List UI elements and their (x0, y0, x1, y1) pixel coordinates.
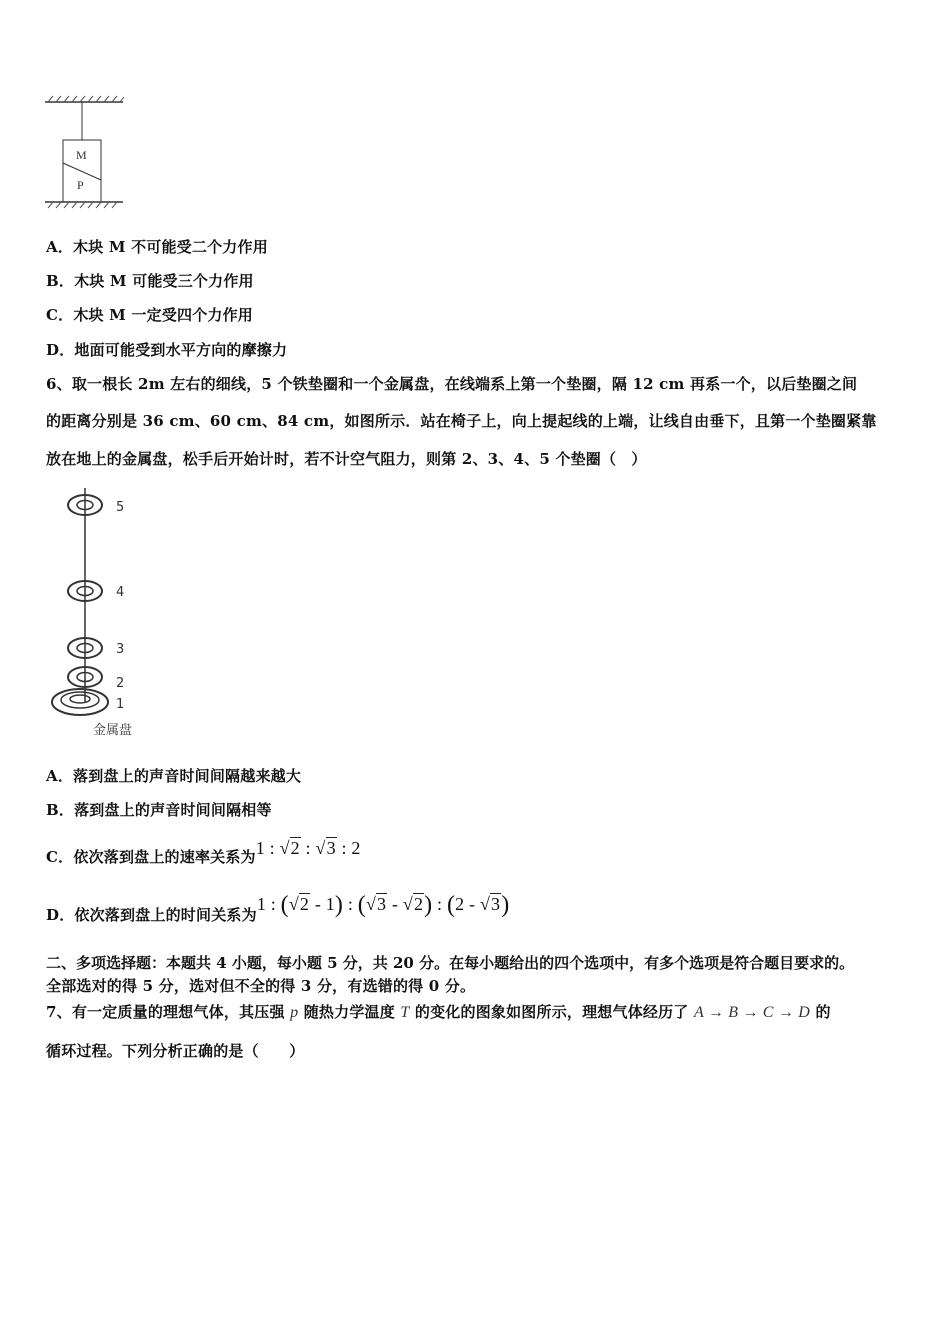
q6-option-c-text: C．依次落到盘上的速率关系为 (46, 848, 256, 866)
q7-stem-line1: 7、有一定质量的理想气体，其压强 p 随热力学温度 T 的变化的图象如图所示，理想气体经历了 A → B → C → D 的 (46, 1003, 831, 1021)
q6-option-c (46, 838, 361, 867)
metal-plate-with-washer-1 (52, 689, 108, 715)
washer-string-figure (48, 486, 158, 742)
washer-label-3: 3 (116, 642, 125, 657)
q5-option-c: C．木块 M 一定受四个力作用 (46, 306, 253, 324)
washer-label-5: 5 (116, 500, 125, 515)
ceiling-hatch (48, 96, 124, 102)
speed-ratio-formula: 1 : √2 : √3 : 2 (255, 838, 361, 858)
q6-stem-line2: 的距离分别是 36 cm、60 cm、84 cm，如图所示．站在椅子上，向上提起线的上端，让线自由垂下，且第一个垫圈紧靠 (46, 412, 877, 430)
q5-option-d: D．地面可能受到水平方向的摩擦力 (46, 341, 288, 359)
sqrt-3: √3 (315, 838, 336, 858)
floor-hatch (48, 202, 117, 208)
q6-stem-line3: 放在地上的金属盘，松手后开始计时，若不计空气阻力，则第 2、3、4、5 个垫圈（ ） (46, 450, 647, 468)
q6-option-b: B．落到盘上的声音时间间隔相等 (46, 801, 272, 819)
var-temperature: T (400, 1004, 410, 1021)
q5-option-b: B．木块 M 可能受三个力作用 (46, 272, 254, 290)
time-ratio-formula: 1 : (√2 - 1) : (√3 - √2) : (2 - √3) (256, 892, 510, 918)
block-label-m: M (76, 148, 87, 162)
washer-label-1: 1 (116, 697, 125, 712)
section2-header-line1: 二、多项选择题：本题共 4 小题，每小题 5 分，共 20 分。在每小题给出的四个选项中，有多个选项是符合题目要求的。 (46, 954, 855, 972)
cycle-path: A → B → C → D (693, 1004, 811, 1021)
q6-option-a: A．落到盘上的声音时间间隔越来越大 (46, 767, 302, 785)
sqrt-2: √2 (279, 838, 300, 858)
wedge-label-p: P (77, 178, 84, 192)
washer-label-4: 4 (116, 585, 125, 600)
q6-option-d (46, 892, 509, 925)
q6-option-d-text: D．依次落到盘上的时间关系为 (46, 906, 257, 924)
q7-stem-line2: 循环过程。下列分析正确的是（ ） (46, 1042, 305, 1060)
washer-label-2: 2 (116, 676, 125, 691)
var-pressure: p (290, 1004, 299, 1021)
metal-plate-caption: 金属盘 (93, 723, 133, 738)
q6-stem-line1: 6、取一根长 2m 左右的细线，5 个铁垫圈和一个金属盘，在线端系上第一个垫圈，隔 12 cm 再系一个，以后垫圈之间 (46, 375, 858, 393)
block-wedge-figure (40, 92, 130, 210)
section2-header-line2: 全部选对的得 5 分，选对但不全的得 3 分，有选错的得 0 分。 (46, 977, 476, 995)
q5-option-a: A．木块 M 不可能受二个力作用 (46, 238, 268, 256)
